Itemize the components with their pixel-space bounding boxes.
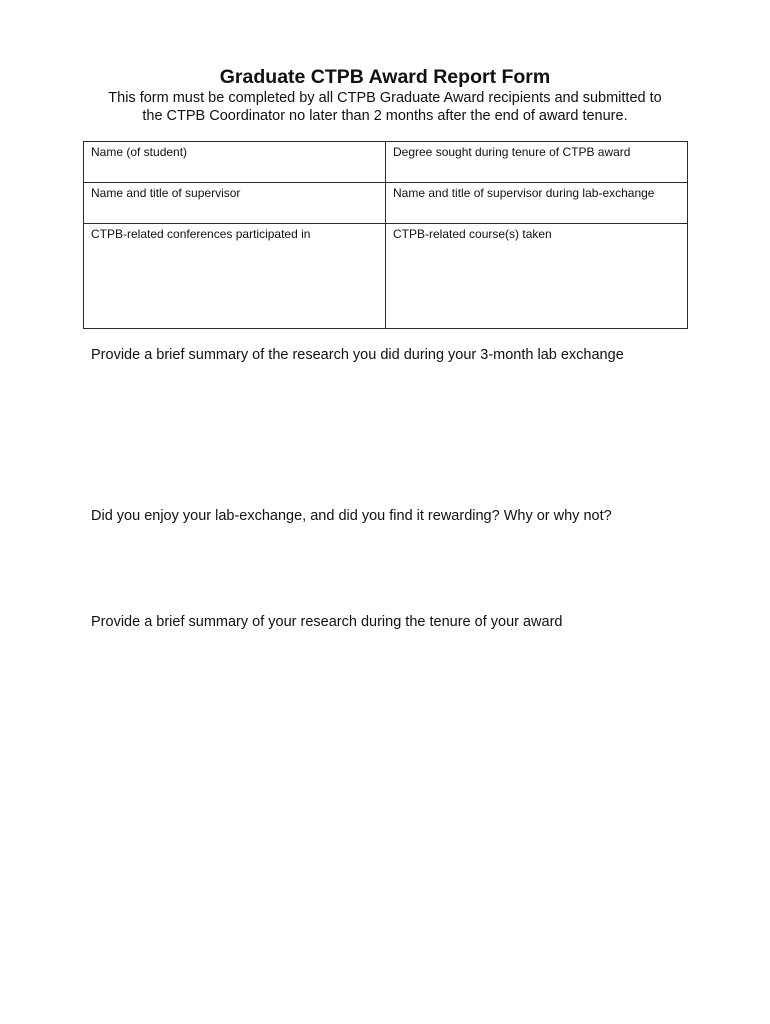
question-award-research-summary: Provide a brief summary of your research during the tenure of your award (91, 614, 563, 630)
question-lab-exchange-summary: Provide a brief summary of the research you did during your 3-month lab exchange (91, 347, 624, 363)
form-instructions (0, 89, 770, 125)
degree-sought-field[interactable]: Degree sought during tenure of CTPB award (386, 142, 688, 183)
student-info-table (83, 141, 688, 329)
table-row (84, 224, 688, 329)
table-row (84, 142, 688, 183)
exchange-supervisor-field[interactable]: Name and title of supervisor during lab-exchange (386, 183, 688, 224)
page-title: Graduate CTPB Award Report Form (219, 66, 551, 88)
courses-field[interactable]: CTPB-related course(s) taken (386, 224, 688, 329)
instructions-line-1: This form must be completed by all CTPB Graduate Award recipients and submitted to (108, 90, 662, 106)
question-lab-exchange-experience: Did you enjoy your lab-exchange, and did you find it rewarding? Why or why not? (91, 508, 612, 524)
conferences-field[interactable]: CTPB-related conferences participated in (84, 224, 386, 329)
supervisor-field[interactable]: Name and title of supervisor (84, 183, 386, 224)
instructions-line-2: the CTPB Coordinator no later than 2 months after the end of award tenure. (142, 108, 628, 124)
table-row (84, 183, 688, 224)
student-name-field[interactable]: Name (of student) (84, 142, 386, 183)
